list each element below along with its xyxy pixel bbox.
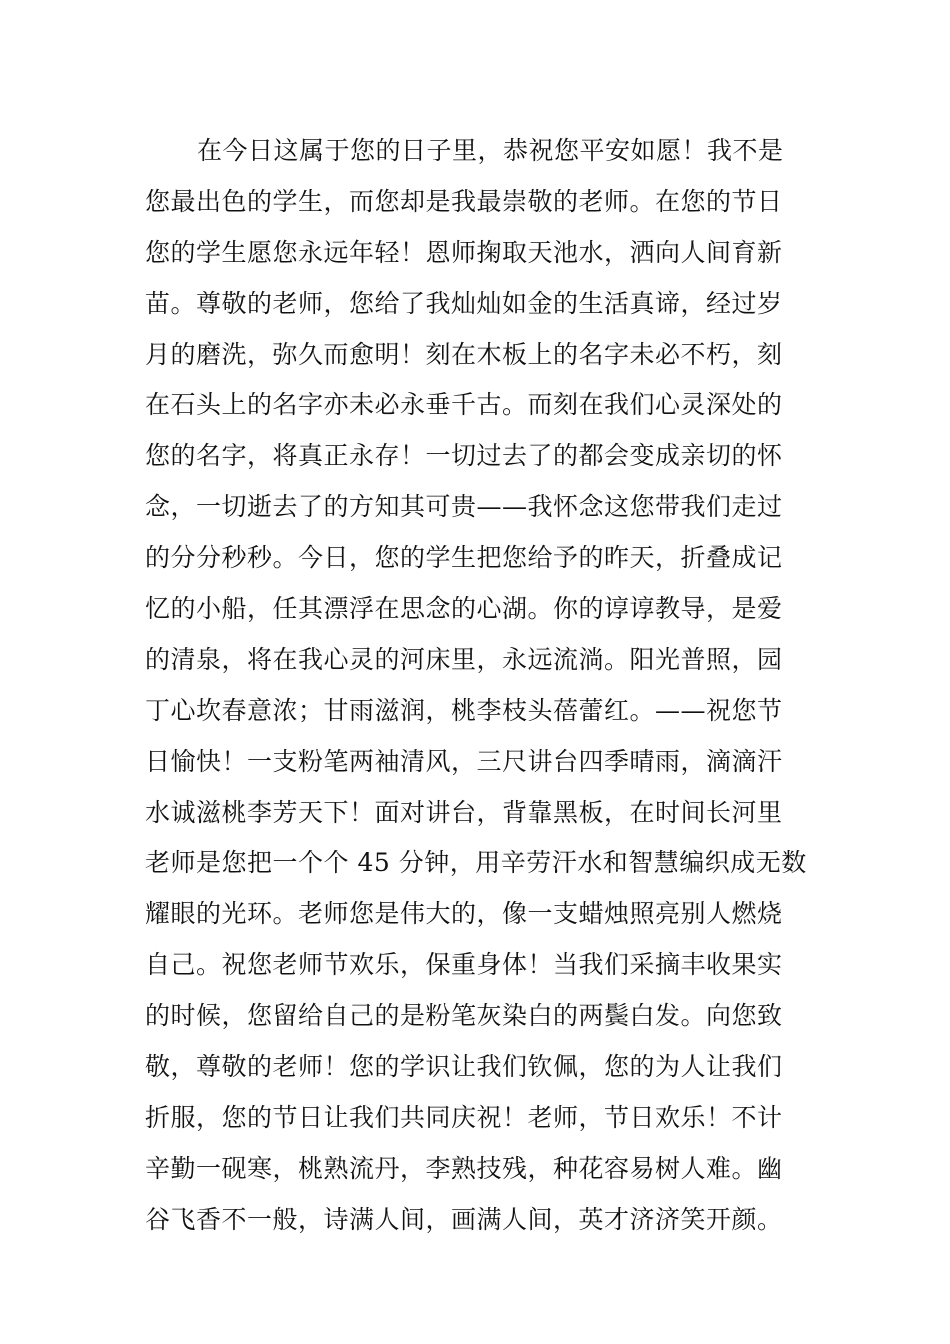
paragraph-line: 念，一切逝去了的方知其可贵——我怀念这您带我们走过 bbox=[145, 492, 783, 522]
paragraph-line: 的分分秒秒。今日，您的学生把您给予的昨天，折叠成记 bbox=[145, 543, 783, 573]
paragraph-line: 自己。祝您老师节欢乐，保重身体！当我们采摘丰收果实 bbox=[145, 950, 783, 980]
paragraph-line: 谷飞香不一般，诗满人间，画满人间，英才济济笑开颜。 bbox=[145, 1204, 783, 1234]
paragraph-line: 辛勤一砚寒，桃熟流丹，李熟技残，种花容易树人难。幽 bbox=[145, 1153, 783, 1183]
paragraph-line: 苗。尊敬的老师，您给了我灿灿如金的生活真谛，经过岁 bbox=[145, 288, 783, 318]
paragraph-line: 月的磨洗，弥久而愈明！刻在木板上的名字未必不朽，刻 bbox=[145, 339, 783, 369]
paragraph-line: 的时候，您留给自己的是粉笔灰染白的两鬓白发。向您致 bbox=[145, 1001, 783, 1031]
paragraph-line: 您的名字，将真正永存！一切过去了的都会变成亲切的怀 bbox=[145, 441, 783, 471]
paragraph-line: 的清泉，将在我心灵的河床里，永远流淌。阳光普照，园 bbox=[145, 644, 783, 674]
paragraph-line: 在石头上的名字亦未必永垂千古。而刻在我们心灵深处的 bbox=[145, 390, 783, 420]
paragraph-line: 您最出色的学生，而您却是我最崇敬的老师。在您的节日 bbox=[145, 186, 783, 216]
paragraph-line: 您的学生愿您永远年轻！恩师掬取天池水，洒向人间育新 bbox=[145, 237, 783, 267]
paragraph-line: 丁心坎春意浓；甘雨滋润，桃李枝头蓓蕾红。——祝您节 bbox=[145, 695, 783, 725]
paragraph-line: 耀眼的光环。老师您是伟大的，像一支蜡烛照亮别人燃烧 bbox=[145, 899, 783, 929]
paragraph-line: 老师是您把一个个 45 分钟，用辛劳汗水和智慧编织成无数 bbox=[145, 848, 807, 878]
paragraph-line: 折服，您的节日让我们共同庆祝！老师，节日欢乐！不计 bbox=[145, 1102, 783, 1132]
body-paragraph bbox=[145, 126, 815, 1246]
paragraph-line: 水诚滋桃李芳天下！面对讲台，背靠黑板，在时间长河里 bbox=[145, 797, 783, 827]
paragraph-line: 在今日这属于您的日子里，恭祝您平安如愿！我不是 bbox=[197, 136, 784, 165]
paragraph-line: 忆的小船，任其漂浮在思念的心湖。你的谆谆教导，是爱 bbox=[145, 594, 783, 624]
paragraph-line: 敬，尊敬的老师！您的学识让我们钦佩，您的为人让我们 bbox=[145, 1052, 783, 1082]
paragraph-line: 日愉快！一支粉笔两袖清风，三尺讲台四季晴雨，滴滴汗 bbox=[145, 746, 783, 776]
